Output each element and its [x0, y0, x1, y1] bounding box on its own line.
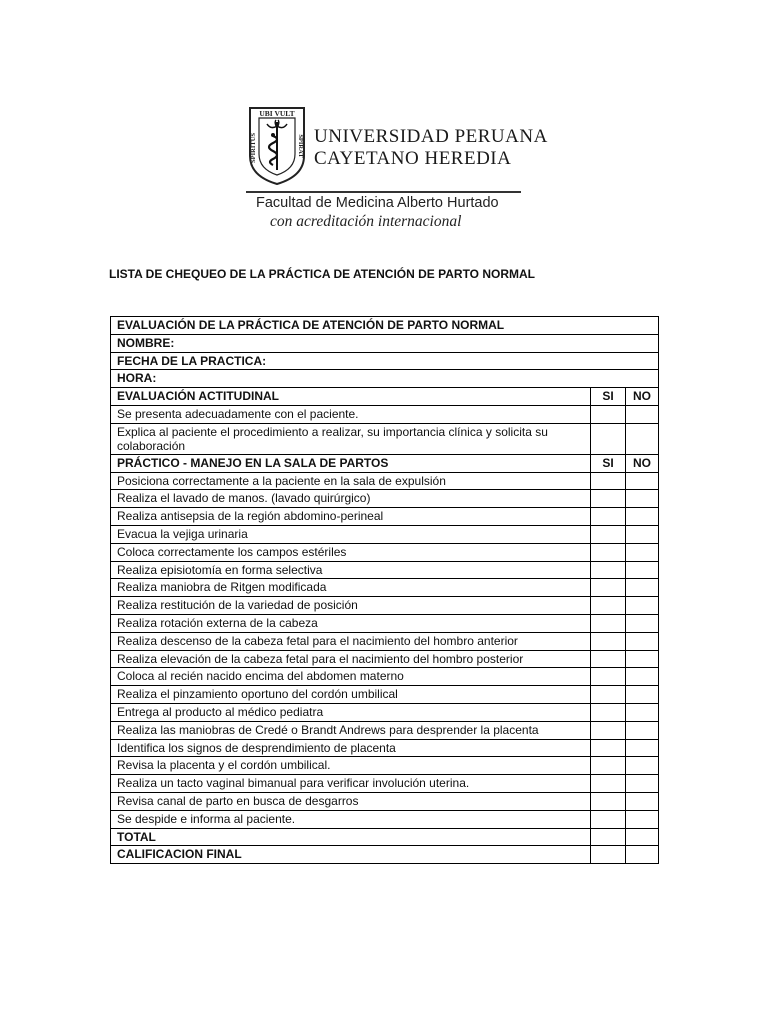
- checklist-item-row: [111, 668, 659, 686]
- fecha-row: [111, 352, 659, 370]
- fecha-field[interactable]: FECHA DE LA PRACTICA:: [111, 352, 659, 370]
- total-row: [111, 828, 659, 846]
- si-checkbox-cell[interactable]: [591, 757, 626, 775]
- no-column-header: NO: [626, 388, 659, 406]
- checklist-item-row: [111, 405, 659, 423]
- checklist-item-row: [111, 810, 659, 828]
- checklist-item-label: Coloca correctamente los campos estériles: [111, 543, 591, 561]
- si-checkbox-cell[interactable]: [591, 579, 626, 597]
- svg-text:UBI VULT: UBI VULT: [259, 109, 295, 118]
- checklist-item-row: [111, 508, 659, 526]
- checklist-item-row: [111, 775, 659, 793]
- final-grade-label: CALIFICACION FINAL: [111, 846, 591, 864]
- no-checkbox-cell[interactable]: [626, 490, 659, 508]
- nombre-row: [111, 334, 659, 352]
- section-title: PRÁCTICO - MANEJO EN LA SALA DE PARTOS: [111, 454, 591, 472]
- si-checkbox-cell[interactable]: [591, 597, 626, 615]
- final-grade-row: [111, 846, 659, 864]
- checklist-item-label: Realiza el lavado de manos. (lavado quirúrgico): [111, 490, 591, 508]
- form-heading: EVALUACIÓN DE LA PRÁCTICA DE ATENCIÓN DE PARTO NORMAL: [111, 317, 659, 335]
- checklist-item-label: Realiza rotación externa de la cabeza: [111, 614, 591, 632]
- total-label: TOTAL: [111, 828, 591, 846]
- checklist-item-row: [111, 739, 659, 757]
- no-checkbox-cell[interactable]: [626, 423, 659, 454]
- no-checkbox-cell[interactable]: [626, 543, 659, 561]
- si-checkbox-cell[interactable]: [591, 543, 626, 561]
- checklist-item-label: Realiza episiotomía en forma selectiva: [111, 561, 591, 579]
- checklist-table: [110, 316, 659, 864]
- nombre-field[interactable]: NOMBRE:: [111, 334, 659, 352]
- checklist-item-label: Revisa canal de parto en busca de desgarros: [111, 792, 591, 810]
- university-name-line2: CAYETANO HEREDIA: [314, 148, 512, 169]
- checklist-item-row: [111, 721, 659, 739]
- si-checkbox-cell[interactable]: [591, 508, 626, 526]
- university-name-line1: UNIVERSIDAD PERUANA: [314, 126, 548, 147]
- checklist-item-row: [111, 650, 659, 668]
- si-checkbox-cell[interactable]: [591, 614, 626, 632]
- checklist-item-label: Revisa la placenta y el cordón umbilical.: [111, 757, 591, 775]
- checklist-item-row: [111, 472, 659, 490]
- si-checkbox-cell[interactable]: [591, 775, 626, 793]
- no-checkbox-cell[interactable]: [626, 650, 659, 668]
- checklist-item-label: Explica al paciente el procedimiento a realizar, su importancia clínica y solicita su colaboración: [111, 423, 591, 454]
- checklist-item-row: [111, 686, 659, 704]
- si-checkbox-cell[interactable]: [591, 792, 626, 810]
- no-checkbox-cell[interactable]: [626, 703, 659, 721]
- no-checkbox-cell[interactable]: [626, 686, 659, 704]
- no-checkbox-cell[interactable]: [626, 721, 659, 739]
- checklist-item-row: [111, 597, 659, 615]
- si-checkbox-cell[interactable]: [591, 721, 626, 739]
- checklist-item-label: Realiza restitución de la variedad de posición: [111, 597, 591, 615]
- university-name: [314, 126, 548, 170]
- si-checkbox-cell[interactable]: [591, 423, 626, 454]
- no-checkbox-cell[interactable]: [626, 597, 659, 615]
- checklist-item-label: Se presenta adecuadamente con el paciente.: [111, 405, 591, 423]
- checklist-item-label: Realiza maniobra de Ritgen modificada: [111, 579, 591, 597]
- no-checkbox-cell[interactable]: [626, 775, 659, 793]
- checklist-item-row: [111, 703, 659, 721]
- si-checkbox-cell[interactable]: [591, 650, 626, 668]
- si-checkbox-cell[interactable]: [591, 405, 626, 423]
- no-checkbox-cell[interactable]: [626, 561, 659, 579]
- checklist-item-label: Realiza un tacto vaginal bimanual para verificar involución uterina.: [111, 775, 591, 793]
- checklist-item-label: Realiza el pinzamiento oportuno del cordón umbilical: [111, 686, 591, 704]
- si-checkbox-cell[interactable]: [591, 490, 626, 508]
- total-no-cell[interactable]: [626, 828, 659, 846]
- checklist-item-label: Identifica los signos de desprendimiento de placenta: [111, 739, 591, 757]
- si-checkbox-cell[interactable]: [591, 561, 626, 579]
- si-checkbox-cell[interactable]: [591, 668, 626, 686]
- no-checkbox-cell[interactable]: [626, 579, 659, 597]
- faculty-name: Facultad de Medicina Alberto Hurtado: [256, 195, 499, 211]
- svg-text:SPIRITUS: SPIRITUS: [250, 133, 257, 163]
- checklist-item-label: Realiza elevación de la cabeza fetal para el nacimiento del hombro posterior: [111, 650, 591, 668]
- checklist-item-row: [111, 579, 659, 597]
- si-checkbox-cell[interactable]: [591, 472, 626, 490]
- no-checkbox-cell[interactable]: [626, 810, 659, 828]
- checklist-item-row: [111, 490, 659, 508]
- form-heading-row: [111, 317, 659, 335]
- section-header-row: [111, 454, 659, 472]
- si-column-header: SI: [591, 388, 626, 406]
- checklist-item-label: Posiciona correctamente a la paciente en la sala de expulsión: [111, 472, 591, 490]
- university-header: [244, 104, 548, 234]
- checklist-item-row: [111, 632, 659, 650]
- si-checkbox-cell[interactable]: [591, 739, 626, 757]
- no-checkbox-cell[interactable]: [626, 614, 659, 632]
- section-title: EVALUACIÓN ACTITUDINAL: [111, 388, 591, 406]
- checklist-item-label: Realiza antisepsia de la región abdomino-perineal: [111, 508, 591, 526]
- no-checkbox-cell[interactable]: [626, 632, 659, 650]
- no-checkbox-cell[interactable]: [626, 792, 659, 810]
- si-checkbox-cell[interactable]: [591, 525, 626, 543]
- hora-row: [111, 370, 659, 388]
- university-crest-logo: [246, 104, 308, 186]
- checklist-item-label: Coloca al recién nacido encima del abdomen materno: [111, 668, 591, 686]
- checklist-item-row: [111, 525, 659, 543]
- no-checkbox-cell[interactable]: [626, 525, 659, 543]
- no-checkbox-cell[interactable]: [626, 739, 659, 757]
- total-si-cell[interactable]: [591, 828, 626, 846]
- no-checkbox-cell[interactable]: [626, 405, 659, 423]
- checklist-item-label: Se despide e informa al paciente.: [111, 810, 591, 828]
- final-no-cell[interactable]: [626, 846, 659, 864]
- svg-text:SPIRAT: SPIRAT: [297, 134, 304, 158]
- document-title: LISTA DE CHEQUEO DE LA PRÁCTICA DE ATENCIÓN DE PARTO NORMAL: [109, 267, 536, 281]
- no-checkbox-cell[interactable]: [626, 668, 659, 686]
- no-checkbox-cell[interactable]: [626, 508, 659, 526]
- checklist-item-label: Entrega al producto al médico pediatra: [111, 703, 591, 721]
- checklist-item-row: [111, 561, 659, 579]
- header-divider: [246, 191, 521, 193]
- final-si-cell[interactable]: [591, 846, 626, 864]
- no-checkbox-cell[interactable]: [626, 757, 659, 775]
- checklist-item-label: Realiza descenso de la cabeza fetal para el nacimiento del hombro anterior: [111, 632, 591, 650]
- no-column-header: NO: [626, 454, 659, 472]
- checklist-item-row: [111, 757, 659, 775]
- checklist-item-row: [111, 614, 659, 632]
- si-checkbox-cell[interactable]: [591, 810, 626, 828]
- checklist-item-row: [111, 792, 659, 810]
- checklist-item-row: [111, 543, 659, 561]
- si-checkbox-cell[interactable]: [591, 703, 626, 721]
- no-checkbox-cell[interactable]: [626, 472, 659, 490]
- si-checkbox-cell[interactable]: [591, 686, 626, 704]
- checklist-item-row: [111, 423, 659, 454]
- si-column-header: SI: [591, 454, 626, 472]
- hora-field[interactable]: HORA:: [111, 370, 659, 388]
- checklist-item-label: Realiza las maniobras de Credé o Brandt Andrews para desprender la placenta: [111, 721, 591, 739]
- si-checkbox-cell[interactable]: [591, 632, 626, 650]
- accreditation-tagline: con acreditación internacional: [270, 213, 462, 230]
- checklist-item-label: Evacua la vejiga urinaria: [111, 525, 591, 543]
- section-header-row: [111, 388, 659, 406]
